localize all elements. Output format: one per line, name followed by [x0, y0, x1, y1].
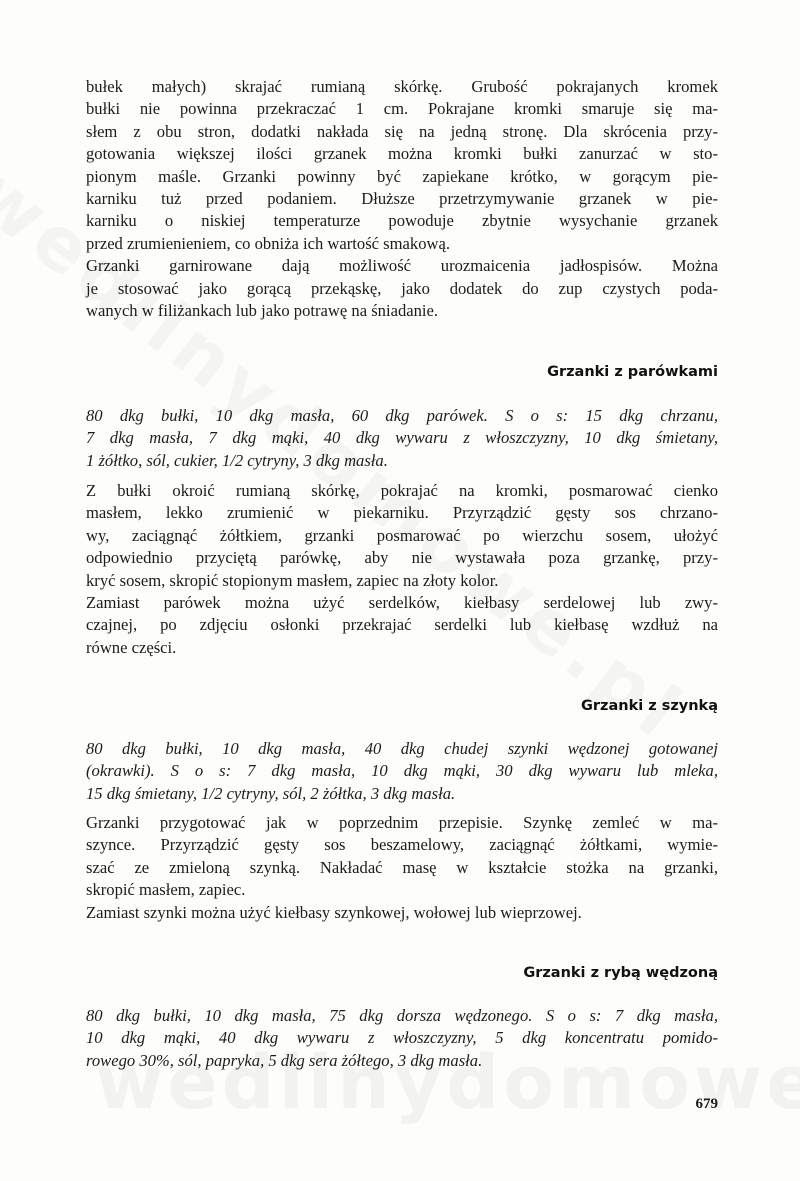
text-line: przed zrumienieniem, co obniża ich wartość smakową. [86, 233, 451, 253]
recipe-title-szynka: Grzanki z szynką [580, 698, 718, 714]
text-line: Grzanki garnirowane dają możliwość urozmaicenia jadłospisów. Można [86, 256, 718, 276]
text-line: wanych w filiżankach lub jako potrawę na śniadanie. [86, 300, 439, 320]
recipe-instructions-parowki [86, 480, 718, 659]
instruction-line: kryć sosem, skropić stopionym masłem, zapiec na złoty kolor. [86, 570, 499, 590]
text-line: bułki nie powinna przekraczać 1 cm. Pokrajane kromki smaruje się ma- [86, 99, 718, 119]
instruction-line: czajnej, po zdjęciu osłonki przekrajać serdelki lub kiełbasę wzdłuż na [86, 615, 718, 635]
recipe-ingredients-parowki [86, 405, 718, 472]
ingredient-line: 10 dkg mąki, 40 dkg wywaru z włoszczyzny, 5 dkg koncentratu pomido- [86, 1028, 718, 1048]
recipe-title-parowki: Grzanki z parówkami [547, 364, 718, 380]
text-line: pionym maśle. Grzanki powinny być zapiekane krótko, w gorącym pie- [86, 166, 718, 186]
instruction-line: Zamiast parówek można użyć serdelków, kiełbasy serdelowej lub zwy- [86, 592, 718, 612]
instruction-line: masłem, lekko zrumienić w piekarniku. Przyrządzić gęsty sos chrzano- [86, 503, 718, 523]
text-line: je stosować jako gorącą przekąskę, jako dodatek do zup czystych poda- [86, 278, 718, 298]
recipe-ingredients-ryba [86, 1005, 718, 1072]
instruction-line: Zamiast szynki można użyć kiełbasy szynkowej, wołowej lub wieprzowej. [86, 902, 582, 922]
page-number: 679 [695, 1096, 718, 1112]
text-line: karniku tuż przed podaniem. Dłuższe przetrzymywanie grzanek w pie- [86, 188, 718, 208]
instruction-line: równe części. [86, 637, 177, 657]
instruction-line: odpowiednio przyciętą parówkę, aby nie wystawała poza grzankę, przy- [86, 548, 718, 568]
text-line: karniku o niskiej temperaturze powoduje zbytnie wysychanie grzanek [86, 211, 718, 231]
text-line: gotowania większej ilości grzanek można kromki bułki zanurzać w sto- [86, 144, 718, 164]
instruction-line: wy, zaciągnąć żółtkiem, grzanki posmarować po wierzchu sosem, ułożyć [86, 525, 718, 545]
ingredient-line: 7 dkg masła, 7 dkg mąki, 40 dkg wywaru z włoszczyzny, 10 dkg śmietany, [86, 428, 718, 448]
recipe-title-ryba: Grzanki z rybą wędzoną [523, 965, 718, 981]
text-line: słem z obu stron, dodatki nakłada się na jedną stronę. Dla skrócenia przy- [86, 121, 718, 141]
instruction-line: szać ze zmieloną szynką. Nakładać masę w kształcie stożka na grzanki, [86, 857, 718, 877]
ingredient-line: 15 dkg śmietany, 1/2 cytryny, sól, 2 żółtka, 3 dkg masła. [86, 783, 456, 803]
text-line: bułek małych) skrajać rumianą skórkę. Grubość pokrajanych kromek [86, 77, 718, 96]
ingredient-line: 80 dkg bułki, 10 dkg masła, 60 dkg parówek. S o s: 15 dkg chrzanu, [86, 406, 718, 425]
ingredient-line: 1 żółtko, sól, cukier, 1/2 cytryny, 3 dkg masła. [86, 450, 388, 470]
ingredient-line: (okrawki). S o s: 7 dkg masła, 10 dkg mąki, 30 dkg wywaru lub mleka, [86, 761, 718, 781]
recipe-instructions-szynka [86, 812, 718, 924]
instruction-line: Z bułki okroić rumianą skórkę, pokrajać na kromki, posmarować cienko [86, 481, 718, 500]
ingredient-line: 80 dkg bułki, 10 dkg masła, 75 dkg dorsza wędzonego. S o s: 7 dkg masła, [86, 1006, 718, 1025]
intro-text [86, 76, 718, 322]
instruction-line: Grzanki przygotować jak w poprzednim przepisie. Szynkę zemleć w ma- [86, 813, 718, 832]
recipe-ingredients-szynka [86, 738, 718, 805]
ingredient-line: 80 dkg bułki, 10 dkg masła, 40 dkg chudej szynki wędzonej gotowanej [86, 739, 718, 758]
instruction-line: skropić masłem, zapiec. [86, 880, 246, 900]
ingredient-line: rowego 30%, sól, papryka, 5 dkg sera żółtego, 3 dkg masła. [86, 1050, 483, 1070]
instruction-line: szynce. Przyrządzić gęsty sos beszamelowy, zaciągnąć żółtkami, wymie- [86, 835, 718, 855]
